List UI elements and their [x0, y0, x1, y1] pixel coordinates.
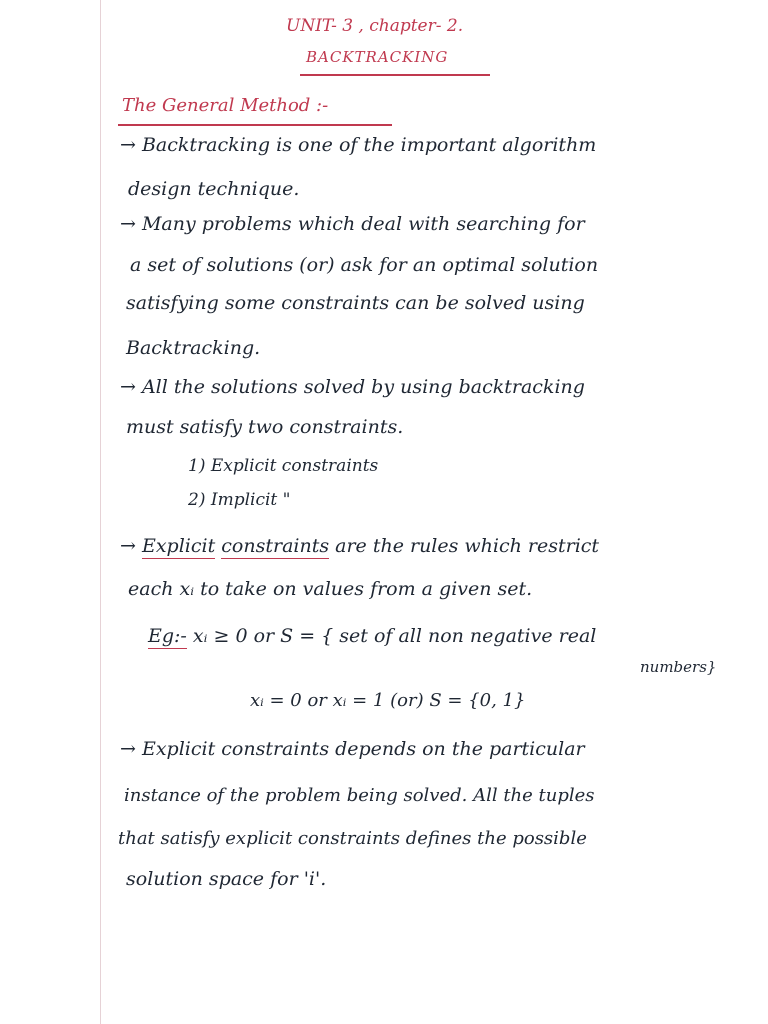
explicit-definition-line: [120, 535, 599, 557]
section-underline: [118, 124, 392, 126]
constraints-term: constraints: [221, 535, 330, 557]
line-5: satisfying some constraints can be solved using: [126, 292, 585, 314]
line-11: each xᵢ to take on values from a given set.: [128, 578, 533, 600]
line-6: Backtracking.: [126, 337, 261, 359]
line-1: → Backtracking is one of the important algorithm: [120, 134, 597, 156]
line-12: numbers}: [640, 658, 717, 676]
line-17: solution space for 'i'.: [126, 868, 327, 890]
unit-heading: UNIT- 3 , chapter- 2.: [286, 16, 464, 36]
definition-rest: are the rules which restrict: [335, 535, 600, 557]
line-13: xᵢ = 0 or xᵢ = 1 (or) S = {0, 1}: [250, 690, 526, 711]
line-2: design technique.: [128, 178, 300, 200]
line-15: instance of the problem being solved. All the tuples: [124, 785, 595, 806]
arrow: →: [120, 535, 136, 557]
explicit-term: Explicit: [141, 535, 216, 557]
margin-rule: [100, 0, 101, 1024]
line-16: that satisfy explicit constraints defines the possible: [118, 828, 587, 849]
line-7: → All the solutions solved by using backtracking: [120, 376, 585, 398]
example-text: xᵢ ≥ 0 or S = { set of all non negative real: [192, 625, 597, 647]
line-10: 2) Implicit ": [188, 490, 291, 510]
topic-underline: [300, 74, 490, 76]
line-9: 1) Explicit constraints: [188, 456, 379, 476]
example-line: [148, 625, 596, 647]
line-3: → Many problems which deal with searching for: [120, 213, 585, 235]
line-8: must satisfy two constraints.: [126, 416, 404, 438]
line-4: a set of solutions (or) ask for an optimal solution: [130, 254, 599, 276]
line-14: → Explicit constraints depends on the particular: [120, 738, 585, 760]
section-heading: The General Method :-: [122, 95, 329, 116]
example-label: Eg:-: [148, 625, 187, 647]
topic-heading: BACKTRACKING: [306, 48, 449, 66]
